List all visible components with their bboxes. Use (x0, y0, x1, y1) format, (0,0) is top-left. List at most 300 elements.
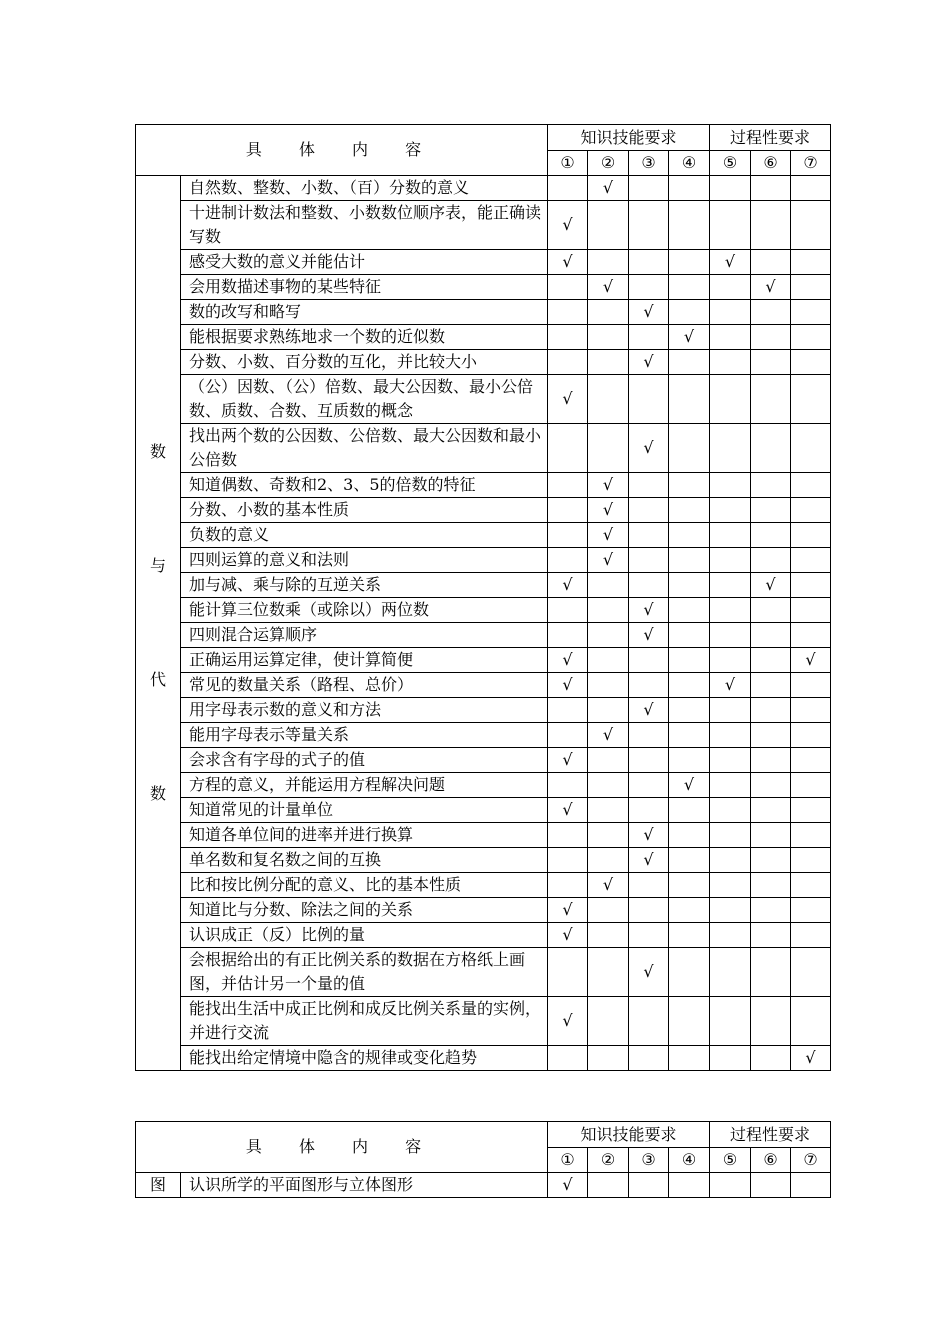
check-mark-cell (710, 823, 751, 848)
check-mark-cell: √ (548, 375, 588, 424)
check-mark-cell (669, 898, 710, 923)
check-mark-cell (791, 623, 831, 648)
content-cell: 单名数和复名数之间的互换 (181, 848, 548, 873)
table-row (136, 573, 831, 598)
check-mark-cell (751, 523, 791, 548)
check-mark-cell (629, 375, 669, 424)
check-mark-cell (548, 350, 588, 375)
check-mark-cell (669, 748, 710, 773)
check-mark-cell: √ (548, 898, 588, 923)
check-mark-cell (751, 873, 791, 898)
table-row (136, 898, 831, 923)
content-cell: 负数的意义 (181, 523, 548, 548)
table-row (136, 848, 831, 873)
check-mark-cell: √ (751, 573, 791, 598)
check-mark-cell (791, 201, 831, 250)
check-mark-cell (629, 873, 669, 898)
check-mark-cell: √ (588, 275, 629, 300)
check-mark-cell (669, 648, 710, 673)
check-mark-cell (710, 997, 751, 1046)
check-mark-cell: √ (548, 201, 588, 250)
content-cell: 能找出生活中成正比例和成反比例关系量的实例，并进行交流 (181, 997, 548, 1046)
content-cell: 分数、小数、百分数的互化，并比较大小 (181, 350, 548, 375)
table-row (136, 176, 831, 201)
table-row (136, 473, 831, 498)
check-mark-cell (629, 748, 669, 773)
check-mark-cell (791, 923, 831, 948)
check-mark-cell: √ (629, 598, 669, 623)
check-mark-cell (710, 723, 751, 748)
check-mark-cell (588, 201, 629, 250)
check-mark-cell (751, 250, 791, 275)
check-mark-cell (669, 250, 710, 275)
check-mark-cell (588, 300, 629, 325)
section-label-char: 数 (149, 442, 166, 461)
check-mark-cell (629, 573, 669, 598)
section-label-char: 与 (149, 556, 166, 575)
content-cell: 方程的意义，并能运用方程解决问题 (181, 773, 548, 798)
check-mark-cell (751, 300, 791, 325)
check-mark-cell (548, 848, 588, 873)
check-mark-cell (548, 823, 588, 848)
col-header-7: ⑦ (791, 151, 831, 176)
check-mark-cell: √ (548, 798, 588, 823)
check-mark-cell (548, 773, 588, 798)
check-mark-cell (588, 898, 629, 923)
col-header-2: ② (588, 151, 629, 176)
knowledge-skill-header: 知识技能要求 (548, 125, 710, 151)
check-mark-cell (791, 873, 831, 898)
check-mark-cell (629, 1173, 669, 1198)
table-row (136, 375, 831, 424)
check-mark-cell (751, 798, 791, 823)
check-mark-cell (791, 375, 831, 424)
check-mark-cell: √ (548, 573, 588, 598)
check-mark-cell: √ (588, 498, 629, 523)
check-mark-cell (791, 325, 831, 350)
check-mark-cell (710, 275, 751, 300)
check-mark-cell (669, 798, 710, 823)
check-mark-cell (548, 498, 588, 523)
check-mark-cell (548, 723, 588, 748)
content-cell: 感受大数的意义并能估计 (181, 250, 548, 275)
check-mark-cell (710, 773, 751, 798)
check-mark-cell (548, 548, 588, 573)
check-mark-cell (669, 923, 710, 948)
content-cell: 正确运用运算定律，使计算简便 (181, 648, 548, 673)
check-mark-cell (791, 997, 831, 1046)
table-row (136, 350, 831, 375)
check-mark-cell (588, 648, 629, 673)
check-mark-cell (548, 424, 588, 473)
check-mark-cell (751, 723, 791, 748)
check-mark-cell (791, 773, 831, 798)
table-row (136, 923, 831, 948)
section-label (136, 176, 181, 1071)
content-cell: 会根据给出的有正比例关系的数据在方格纸上画图，并估计另一个量的值 (181, 948, 548, 997)
check-mark-cell (791, 176, 831, 201)
check-mark-cell (629, 923, 669, 948)
check-mark-cell: √ (548, 1173, 588, 1198)
check-mark-cell: √ (548, 923, 588, 948)
check-mark-cell (588, 923, 629, 948)
check-mark-cell (791, 723, 831, 748)
col-header-2: ② (588, 1148, 629, 1173)
check-mark-cell: √ (791, 1046, 831, 1071)
table-row (136, 1173, 831, 1198)
check-mark-cell (669, 623, 710, 648)
check-mark-cell (669, 350, 710, 375)
check-mark-cell (710, 898, 751, 923)
check-mark-cell (588, 848, 629, 873)
check-mark-cell (588, 1173, 629, 1198)
check-mark-cell (588, 375, 629, 424)
check-mark-cell: √ (588, 523, 629, 548)
check-mark-cell (548, 623, 588, 648)
check-mark-cell (751, 948, 791, 997)
table-row (136, 523, 831, 548)
check-mark-cell (629, 648, 669, 673)
check-mark-cell (751, 648, 791, 673)
table-row (136, 723, 831, 748)
check-mark-cell (710, 648, 751, 673)
check-mark-cell (751, 823, 791, 848)
col-header-5: ⑤ (710, 1148, 751, 1173)
check-mark-cell (629, 201, 669, 250)
check-mark-cell (669, 1173, 710, 1198)
section-label-char: 数 (149, 784, 166, 803)
check-mark-cell (751, 375, 791, 424)
table-row (136, 823, 831, 848)
content-cell: 会用数描述事物的某些特征 (181, 275, 548, 300)
check-mark-cell (791, 473, 831, 498)
check-mark-cell (791, 598, 831, 623)
check-mark-cell (669, 498, 710, 523)
content-cell: 自然数、整数、小数、（百）分数的意义 (181, 176, 548, 201)
check-mark-cell (629, 1046, 669, 1071)
table-row (136, 748, 831, 773)
table-row (136, 1046, 831, 1071)
table-row (136, 201, 831, 250)
check-mark-cell (588, 424, 629, 473)
content-cell: 常见的数量关系（路程、总价） (181, 673, 548, 698)
content-cell: 能计算三位数乘（或除以）两位数 (181, 598, 548, 623)
table-row (136, 798, 831, 823)
check-mark-cell: √ (588, 873, 629, 898)
check-mark-cell (669, 673, 710, 698)
content-cell: 找出两个数的公因数、公倍数、最大公因数和最小公倍数 (181, 424, 548, 473)
check-mark-cell (629, 498, 669, 523)
check-mark-cell (751, 923, 791, 948)
check-mark-cell (629, 773, 669, 798)
check-mark-cell (629, 250, 669, 275)
knowledge-skill-header: 知识技能要求 (548, 1122, 710, 1148)
check-mark-cell: √ (548, 673, 588, 698)
col-header-6: ⑥ (751, 1148, 791, 1173)
check-mark-cell (710, 798, 751, 823)
check-mark-cell (710, 424, 751, 473)
check-mark-cell (588, 997, 629, 1046)
check-mark-cell: √ (629, 623, 669, 648)
check-mark-cell (751, 698, 791, 723)
check-mark-cell (710, 350, 751, 375)
table-row (136, 498, 831, 523)
check-mark-cell (710, 1046, 751, 1071)
table-row (136, 997, 831, 1046)
check-mark-cell: √ (791, 648, 831, 673)
content-cell: 能根据要求熟练地求一个数的近似数 (181, 325, 548, 350)
check-mark-cell (751, 498, 791, 523)
check-mark-cell (588, 250, 629, 275)
check-mark-cell: √ (548, 648, 588, 673)
check-mark-cell (710, 523, 751, 548)
content-cell: 知道各单位间的进率并进行换算 (181, 823, 548, 848)
check-mark-cell (669, 997, 710, 1046)
check-mark-cell (791, 498, 831, 523)
check-mark-cell: √ (629, 424, 669, 473)
check-mark-cell: √ (629, 300, 669, 325)
table-row (136, 300, 831, 325)
check-mark-cell (710, 375, 751, 424)
col-header-4: ④ (669, 1148, 710, 1173)
check-mark-cell (629, 275, 669, 300)
check-mark-cell (710, 573, 751, 598)
check-mark-cell (548, 873, 588, 898)
content-cell: 比和按比例分配的意义、比的基本性质 (181, 873, 548, 898)
check-mark-cell (751, 1046, 791, 1071)
check-mark-cell (629, 898, 669, 923)
check-mark-cell (669, 300, 710, 325)
check-mark-cell (629, 997, 669, 1046)
check-mark-cell (548, 523, 588, 548)
check-mark-cell (669, 1046, 710, 1071)
check-mark-cell (751, 748, 791, 773)
check-mark-cell (751, 1173, 791, 1198)
check-mark-cell (548, 300, 588, 325)
check-mark-cell: √ (710, 250, 751, 275)
check-mark-cell (588, 623, 629, 648)
table-row (136, 548, 831, 573)
content-cell: 加与减、乘与除的互逆关系 (181, 573, 548, 598)
check-mark-cell (751, 848, 791, 873)
check-mark-cell (669, 698, 710, 723)
check-mark-cell (710, 748, 751, 773)
check-mark-cell (791, 523, 831, 548)
content-cell: 数的改写和略写 (181, 300, 548, 325)
check-mark-cell (588, 673, 629, 698)
col-header-5: ⑤ (710, 151, 751, 176)
check-mark-cell (710, 623, 751, 648)
check-mark-cell (710, 300, 751, 325)
check-mark-cell (669, 848, 710, 873)
check-mark-cell: √ (548, 997, 588, 1046)
col-header-1: ① (548, 1148, 588, 1173)
check-mark-cell (710, 848, 751, 873)
check-mark-cell (710, 176, 751, 201)
content-cell: 会求含有字母的式子的值 (181, 748, 548, 773)
content-cell: 分数、小数的基本性质 (181, 498, 548, 523)
content-cell: 知道偶数、奇数和2、3、5的倍数的特征 (181, 473, 548, 498)
check-mark-cell (548, 598, 588, 623)
col-header-6: ⑥ (751, 151, 791, 176)
check-mark-cell (791, 573, 831, 598)
check-mark-cell (791, 898, 831, 923)
content-header: 具 体 内 容 (136, 1122, 548, 1173)
check-mark-cell (588, 823, 629, 848)
check-mark-cell (588, 1046, 629, 1071)
content-cell: 用字母表示数的意义和方法 (181, 698, 548, 723)
check-mark-cell (791, 300, 831, 325)
col-header-1: ① (548, 151, 588, 176)
content-header: 具 体 内 容 (136, 125, 548, 176)
check-mark-cell (751, 201, 791, 250)
check-mark-cell (791, 275, 831, 300)
check-mark-cell: √ (629, 350, 669, 375)
check-mark-cell (629, 473, 669, 498)
check-mark-cell: √ (669, 773, 710, 798)
section-label: 图 (136, 1173, 181, 1198)
check-mark-cell (629, 523, 669, 548)
check-mark-cell (791, 673, 831, 698)
table-row (136, 250, 831, 275)
check-mark-cell: √ (588, 548, 629, 573)
table-row (136, 873, 831, 898)
check-mark-cell (669, 523, 710, 548)
table-row (136, 948, 831, 997)
check-mark-cell (588, 798, 629, 823)
check-mark-cell (751, 997, 791, 1046)
check-mark-cell (669, 948, 710, 997)
requirements-table-number-algebra (135, 124, 831, 1071)
check-mark-cell: √ (588, 473, 629, 498)
check-mark-cell (710, 325, 751, 350)
check-mark-cell (588, 350, 629, 375)
check-mark-cell (791, 848, 831, 873)
check-mark-cell (710, 948, 751, 997)
check-mark-cell (751, 623, 791, 648)
check-mark-cell (669, 873, 710, 898)
check-mark-cell (669, 275, 710, 300)
check-mark-cell (548, 1046, 588, 1071)
check-mark-cell: √ (710, 673, 751, 698)
content-cell: 四则运算的意义和法则 (181, 548, 548, 573)
check-mark-cell (751, 673, 791, 698)
check-mark-cell: √ (751, 275, 791, 300)
content-cell: 能找出给定情境中隐含的规律或变化趋势 (181, 1046, 548, 1071)
check-mark-cell (669, 598, 710, 623)
check-mark-cell (710, 473, 751, 498)
check-mark-cell: √ (629, 698, 669, 723)
section-label-char: 代 (149, 670, 166, 689)
check-mark-cell (588, 598, 629, 623)
check-mark-cell (791, 698, 831, 723)
check-mark-cell (710, 923, 751, 948)
content-cell: 知道常见的计量单位 (181, 798, 548, 823)
check-mark-cell (710, 201, 751, 250)
check-mark-cell (791, 350, 831, 375)
check-mark-cell (629, 798, 669, 823)
check-mark-cell (710, 698, 751, 723)
check-mark-cell (588, 573, 629, 598)
table-row (136, 424, 831, 473)
check-mark-cell (751, 898, 791, 923)
check-mark-cell (751, 350, 791, 375)
table-row (136, 773, 831, 798)
check-mark-cell (791, 798, 831, 823)
check-mark-cell (669, 548, 710, 573)
check-mark-cell (669, 573, 710, 598)
check-mark-cell: √ (588, 723, 629, 748)
table-row (136, 623, 831, 648)
check-mark-cell (548, 473, 588, 498)
check-mark-cell (791, 1173, 831, 1198)
check-mark-cell (669, 375, 710, 424)
check-mark-cell (751, 598, 791, 623)
content-cell: 十进制计数法和整数、小数数位顺序表，能正确读写数 (181, 201, 548, 250)
check-mark-cell (588, 698, 629, 723)
check-mark-cell (629, 548, 669, 573)
check-mark-cell (751, 548, 791, 573)
content-cell: 四则混合运算顺序 (181, 623, 548, 648)
check-mark-cell (588, 748, 629, 773)
check-mark-cell (791, 748, 831, 773)
check-mark-cell (751, 773, 791, 798)
check-mark-cell (588, 773, 629, 798)
process-header: 过程性要求 (710, 1122, 831, 1148)
check-mark-cell: √ (548, 748, 588, 773)
check-mark-cell (791, 548, 831, 573)
check-mark-cell (548, 176, 588, 201)
check-mark-cell (710, 1173, 751, 1198)
table-row (136, 275, 831, 300)
process-header: 过程性要求 (710, 125, 831, 151)
col-header-4: ④ (669, 151, 710, 176)
check-mark-cell (791, 250, 831, 275)
check-mark-cell: √ (629, 823, 669, 848)
check-mark-cell (751, 424, 791, 473)
check-mark-cell: √ (588, 176, 629, 201)
check-mark-cell (548, 325, 588, 350)
content-cell: 认识成正（反）比例的量 (181, 923, 548, 948)
check-mark-cell (588, 325, 629, 350)
check-mark-cell (791, 424, 831, 473)
content-cell: 知道比与分数、除法之间的关系 (181, 898, 548, 923)
content-cell: 认识所学的平面图形与立体图形 (181, 1173, 548, 1198)
table-row (136, 698, 831, 723)
check-mark-cell (669, 424, 710, 473)
content-cell: （公）因数、（公）倍数、最大公因数、最小公倍数、质数、合数、互质数的概念 (181, 375, 548, 424)
check-mark-cell: √ (629, 948, 669, 997)
table-row (136, 648, 831, 673)
requirements-table-geometry (135, 1121, 831, 1198)
check-mark-cell (669, 723, 710, 748)
col-header-3: ③ (629, 1148, 669, 1173)
content-cell: 能用字母表示等量关系 (181, 723, 548, 748)
check-mark-cell (791, 823, 831, 848)
check-mark-cell (710, 873, 751, 898)
check-mark-cell (710, 548, 751, 573)
check-mark-cell (669, 473, 710, 498)
check-mark-cell (548, 948, 588, 997)
col-header-7: ⑦ (791, 1148, 831, 1173)
check-mark-cell (629, 176, 669, 201)
check-mark-cell (588, 948, 629, 997)
check-mark-cell (751, 325, 791, 350)
table-row (136, 325, 831, 350)
check-mark-cell (548, 275, 588, 300)
check-mark-cell (751, 176, 791, 201)
check-mark-cell (629, 325, 669, 350)
